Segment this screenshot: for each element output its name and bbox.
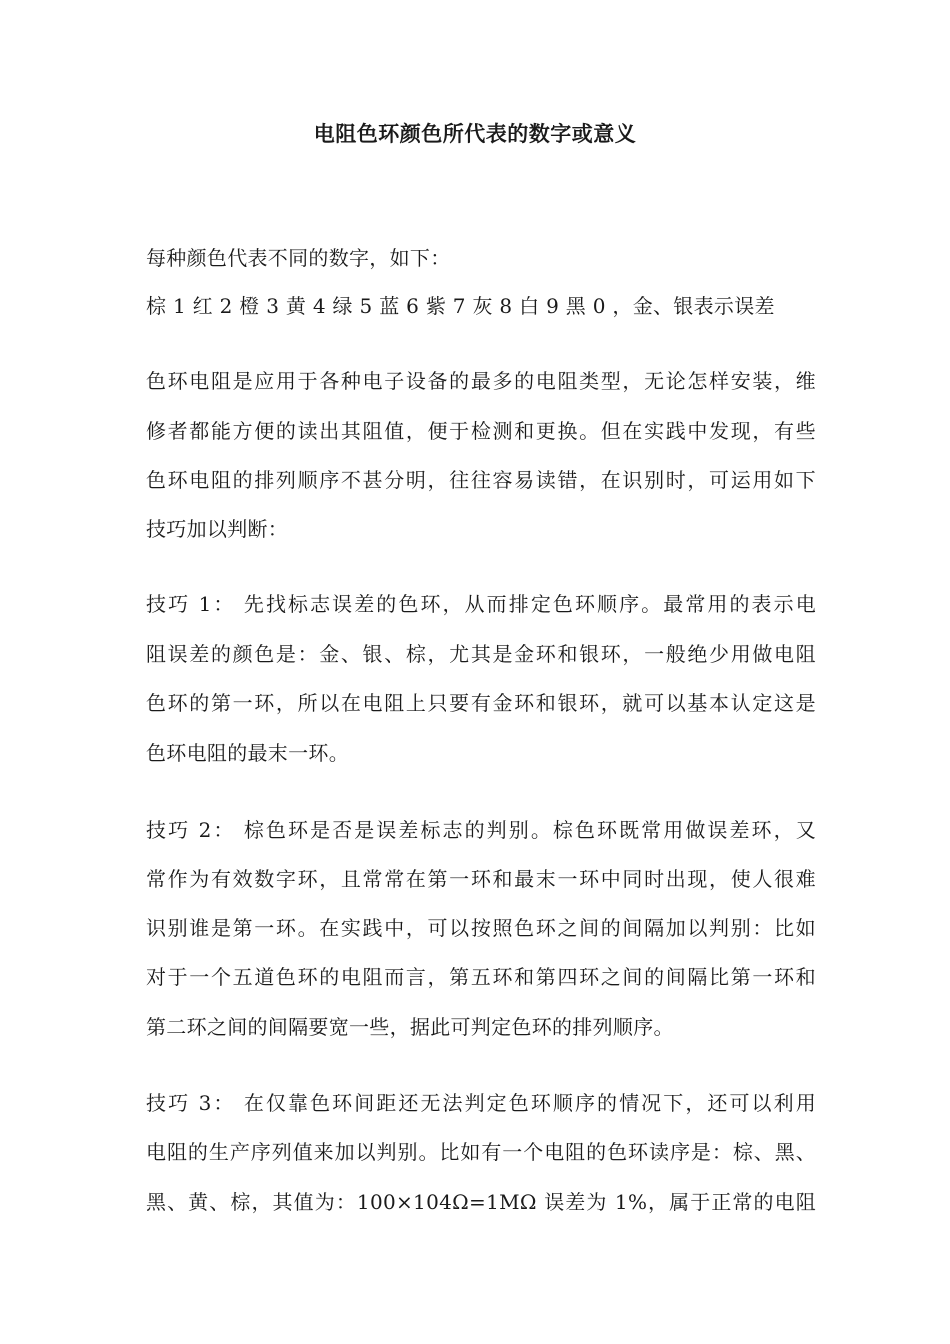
- tip1-line: 阻误差的颜色是：金、银、棕，尤其是金环和银环，一般绝少用做电阻: [146, 642, 816, 666]
- tip3-line: 黑、黄、棕，其值为：100×104Ω=1MΩ 误差为 1%，属于正常的电阻: [146, 1190, 816, 1214]
- document-title: 电阻色环颜色所代表的数字或意义: [313, 122, 637, 146]
- intro-text: 每种颜色代表不同的数字，如下：: [146, 246, 451, 270]
- tip3-line: 技巧 3： 在仅靠色环间距还无法判定色环顺序的情况下，还可以利用: [146, 1091, 816, 1115]
- tip1-line: 技巧 1： 先找标志误差的色环，从而排定色环顺序。最常用的表示电: [146, 592, 816, 616]
- paragraph-line: 色环电阻是应用于各种电子设备的最多的电阻类型，无论怎样安装，维: [146, 369, 816, 393]
- tip3-line: 电阻的生产序列值来加以判别。比如有一个电阻的色环读序是：棕、黑、: [146, 1140, 816, 1164]
- tip2-line: 技巧 2： 棕色环是否是误差标志的判别。棕色环既常用做误差环，又: [146, 818, 816, 842]
- tip2-line: 对于一个五道色环的电阻而言，第五环和第四环之间的间隔比第一环和: [146, 965, 816, 989]
- tip1-line: 色环电阻的最末一环。: [146, 741, 349, 765]
- tip2-line: 识别谁是第一环。在实践中，可以按照色环之间的间隔加以判别：比如: [146, 916, 816, 940]
- tip2-line: 第二环之间的间隔要宽一些，据此可判定色环的排列顺序。: [146, 1015, 674, 1039]
- tip1-line: 色环的第一环，所以在电阻上只要有金环和银环，就可以基本认定这是: [146, 691, 816, 715]
- tip2-line: 常作为有效数字环，且常常在第一环和最末一环中同时出现，使人很难: [146, 867, 816, 891]
- paragraph-line: 技巧加以判断：: [146, 517, 289, 541]
- paragraph-line: 修者都能方便的读出其阻值，便于检测和更换。但在实践中发现，有些: [146, 419, 816, 443]
- color-code-line: 棕 1 红 2 橙 3 黄 4 绿 5 蓝 6 紫 7 灰 8 白 9 黑 0 ，金、银表示误差: [146, 294, 775, 318]
- paragraph-line: 色环电阻的排列顺序不甚分明，往往容易读错，在识别时，可运用如下: [146, 468, 816, 492]
